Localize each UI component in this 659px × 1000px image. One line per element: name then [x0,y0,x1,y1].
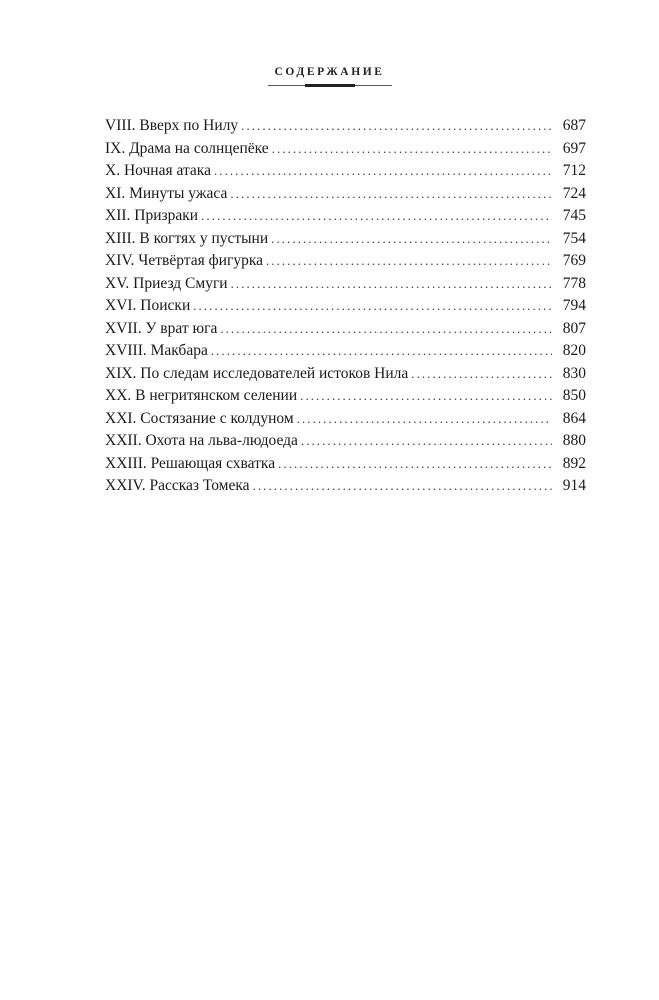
toc-entry-title: XIII. В когтях у пустыни [105,229,269,247]
toc-entry[interactable] [105,318,586,341]
toc-entry-title: X. Ночная атака [105,162,211,179]
toc-entry[interactable] [105,363,586,386]
toc-entry[interactable] [105,408,586,431]
toc-leader-dots [193,295,552,318]
toc-entry-title: XXII. Охота на льва-людоеда [105,432,298,449]
toc-entry-page: 914 [562,477,586,494]
toc-entry-page: 769 [562,252,586,269]
toc-leader-dots [301,430,552,453]
toc-entry-title: XXIV. Рассказ Томека [105,477,250,494]
toc-entry[interactable] [105,340,586,363]
toc-leader-dots [231,273,552,296]
heading-rule [268,85,392,86]
toc-leader-dots [220,318,552,341]
toc-entry-page: 687 [562,117,586,134]
toc-entry-title: VIII. Вверх по Нилу [105,117,239,134]
toc-entry-page: 820 [562,342,586,359]
toc-leader-dots [272,138,552,161]
toc-leader-dots [214,160,552,183]
toc-entry-page: 712 [562,162,586,179]
toc-entry-page: 892 [562,454,586,472]
table-of-contents [105,115,586,498]
toc-entry-page: 724 [562,184,586,202]
toc-leader-dots [300,385,552,408]
toc-entry[interactable] [105,115,586,138]
toc-entry-page: 754 [562,229,586,247]
toc-entry-page: 864 [562,409,586,427]
toc-entry-title: XI. Минуты ужаса [105,184,228,202]
toc-leader-dots [278,453,552,476]
toc-leader-dots [266,250,552,273]
toc-leader-dots [230,183,552,206]
toc-entry-title: XXIII. Решающая схватка [105,454,276,472]
toc-entry-title: XVI. Поиски [105,297,191,314]
toc-entry-page: 794 [562,297,586,314]
toc-entry-page: 880 [562,432,586,449]
toc-leader-dots [201,205,552,228]
toc-entry-title: XV. Приезд Смуги [105,274,228,292]
toc-entry-page: 697 [562,139,586,157]
toc-entry[interactable] [105,138,586,161]
toc-entry[interactable] [105,295,586,318]
section-heading: СОДЕРЖАНИЕ [274,66,385,78]
toc-entry-title: XIX. По следам исследователей истоков Нила [105,364,409,382]
toc-entry-page: 807 [562,319,586,337]
toc-entry-page: 850 [562,387,586,404]
heading-rule-accent [305,84,355,87]
toc-entry-title: XX. В негритянском селении [105,387,298,404]
toc-entry[interactable] [105,183,586,206]
toc-entry[interactable] [105,430,586,453]
toc-leader-dots [253,475,552,498]
toc-entry[interactable] [105,160,586,183]
toc-entry[interactable] [105,273,586,296]
toc-leader-dots [271,228,552,251]
toc-entry-page: 830 [562,364,586,382]
toc-entry-title: XII. Призраки [105,207,199,224]
toc-entry[interactable] [105,453,586,476]
toc-leader-dots [241,115,552,138]
toc-leader-dots [211,340,552,363]
toc-entry[interactable] [105,228,586,251]
toc-entry[interactable] [105,475,586,498]
toc-entry-title: XVIII. Макбара [105,342,208,359]
toc-entry[interactable] [105,205,586,228]
toc-entry-page: 745 [562,207,586,224]
toc-entry-title: XIV. Четвёртая фигурка [105,252,263,269]
toc-entry[interactable] [105,385,586,408]
toc-entry-title: XXI. Состязание с колдуном [105,409,294,427]
toc-entry-page: 778 [562,274,586,292]
toc-leader-dots [411,363,552,386]
toc-leader-dots [297,408,552,431]
toc-entry-title: IX. Драма на солнцепёке [105,139,269,157]
toc-entry-title: XVII. У врат юга [105,319,218,337]
toc-entry[interactable] [105,250,586,273]
page-header [0,66,659,86]
